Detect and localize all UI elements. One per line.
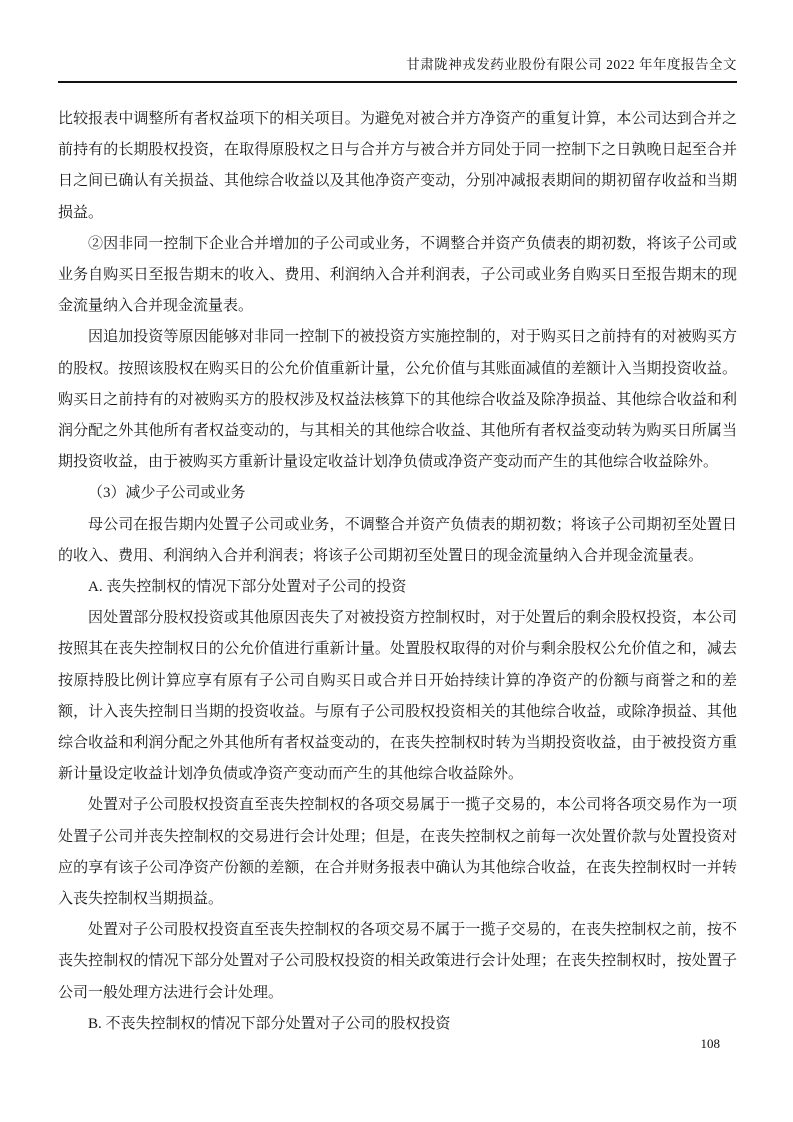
page-number: 108 (700, 1036, 720, 1051)
page-header (58, 0, 737, 83)
page-footer (701, 1036, 721, 1052)
paragraph: 母公司在报告期内处置子公司或业务，不调整合并资产负债表的期初数；将该子公司期初至处置日的收入、费用、利润纳入合并利润表；将该子公司期初至处置日的现金流量纳入合并现金流量表。 (58, 516, 737, 564)
section-heading: （3）减少子公司或业务 (88, 485, 246, 502)
paragraph: 处置对子公司股权投资直至丧失控制权的各项交易不属于一揽子交易的，在丧失控制权之前，按不丧失控制权的情况下部分处置对子公司股权投资的相关政策进行会计处理；在丧失控制权时，按处置子公司一般处理方法进行会计处理。 (58, 922, 737, 1001)
paragraph-continuation: 比较报表中调整所有者权益项下的相关项目。为避免对被合并方净资产的重复计算，本公司达到合并之前持有的长期股权投资，在取得原股权之日与合并方与被合并方同处于同一控制下之日孰晚日起至合并日之间已确认有关损益、其他综合收益以及其他净资产变动，分别冲减报表期间的期初留存收益和当期损益。 (58, 111, 737, 221)
paragraph: ②因非同一控制下企业合并增加的子公司或业务，不调整合并资产负债表的期初数，将该子公司或业务自购买日至报告期末的收入、费用、利润纳入合并利润表，子公司或业务自购买日至报告期末的现金流量纳入合并现金流量表。 (58, 235, 737, 315)
paragraph: 因追加投资等原因能够对非同一控制下的被投资方实施控制的，对于购买日之前持有的对被购买方的股权。按照该股权在购买日的公允价值重新计量，公允价值与其账面减值的差额计入当期投资收益。购买日之前持有的对被购买方的股权涉及权益法核算下的其他综合收益及除净损益、其他综合收益和利润分配之外其他所有者权益变动的，与其相关的其他综合收益、其他所有者权益变动转为购买日所属当期投资收益，由于被购买方重新计量设定收益计划净负债或净资产变动而产生的其他综合收益除外。 (58, 329, 737, 471)
subsection-heading: A. 丧失控制权的情况下部分处置对子公司的投资 (88, 579, 407, 596)
paragraph: 因处置部分股权投资或其他原因丧失了对被投资方控制权时，对于处置后的剩余股权投资，本公司按照其在丧失控制权日的公允价值进行重新计量。处置股权取得的对价与剩余股权公允价值之和，减去按原持股比例计算应享有原有子公司自购买日或合并日开始持续计算的净资产的份额与商誉之和的差额，计入丧失控制日当期的投资收益。与原有子公司股权投资相关的其他综合收益，或除净损益、其他综合收益和利润分配之外其他所有者权益变动的，在丧失控制权时转为当期投资收益，由于被投资方重新计量设定收益计划净负债或净资产变动而产生的其他综合收益除外。 (58, 610, 737, 783)
header-title: 甘肃陇神戎发药业股份有限公司 2022 年年度报告全文 (406, 57, 737, 72)
document-body (58, 104, 737, 1040)
paragraph: 处置对子公司股权投资直至丧失控制权的各项交易属于一揽子交易的，本公司将各项交易作为一项处置子公司并丧失控制权的交易进行会计处理；但是，在丧失控制权之前每一次处置价款与处置投资对应的享有该子公司净资产份额的差额，在合并财务报表中确认为其他综合收益，在丧失控制权时一并转入丧失控制权当期损益。 (58, 797, 737, 908)
subsection-heading: B. 不丧失控制权的情况下部分处置对子公司的股权投资 (88, 1015, 451, 1032)
